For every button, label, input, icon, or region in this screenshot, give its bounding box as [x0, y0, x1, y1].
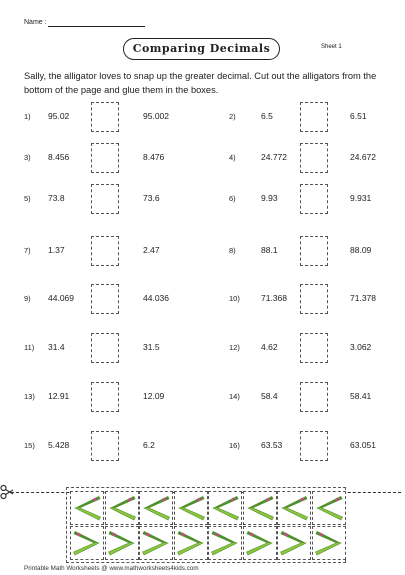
right-decimal: 31.5 [143, 342, 160, 352]
right-decimal: 95.002 [143, 111, 169, 121]
problem-number: 14) [229, 392, 240, 401]
alligator-cutout[interactable] [174, 491, 208, 525]
right-decimal: 88.09 [350, 245, 372, 255]
alligator-icon [106, 527, 138, 559]
left-decimal: 8.456 [48, 152, 70, 162]
answer-box[interactable] [300, 184, 328, 214]
alligator-cutout[interactable] [139, 526, 173, 560]
problem-number: 12) [229, 343, 240, 352]
problem-number: 1) [24, 112, 31, 121]
alligator-icon [278, 492, 310, 524]
alligator-cutout[interactable] [105, 491, 139, 525]
problem-number: 8) [229, 246, 236, 255]
problem-number: 10) [229, 294, 240, 303]
alligator-cutout[interactable] [208, 526, 242, 560]
problem-item [0, 382, 405, 424]
alligator-icon [244, 527, 276, 559]
sheet-label: Sheet 1 [321, 44, 342, 50]
alligator-icon [140, 492, 172, 524]
alligator-cutout[interactable] [312, 491, 346, 525]
alligator-icon [244, 492, 276, 524]
alligator-icon [278, 527, 310, 559]
problem-number: 3) [24, 153, 31, 162]
alligator-cutout[interactable] [208, 491, 242, 525]
alligator-icon [313, 492, 345, 524]
right-decimal: 44.036 [143, 293, 169, 303]
right-decimal: 12.09 [143, 391, 165, 401]
left-decimal: 24.772 [261, 152, 287, 162]
alligator-cutout[interactable] [277, 526, 311, 560]
alligator-cutout[interactable] [277, 491, 311, 525]
left-decimal: 58.4 [261, 391, 278, 401]
alligator-icon [71, 527, 103, 559]
name-label: Name : [24, 19, 47, 26]
problem-number: 2) [229, 112, 236, 121]
alligator-icon [209, 492, 241, 524]
left-decimal: 73.8 [48, 193, 65, 203]
problem-number: 4) [229, 153, 236, 162]
problem-item [0, 333, 405, 375]
left-decimal: 44.069 [48, 293, 74, 303]
left-decimal: 1.37 [48, 245, 65, 255]
answer-box[interactable] [300, 102, 328, 132]
alligator-cutout[interactable] [243, 491, 277, 525]
right-decimal: 8.476 [143, 152, 165, 162]
right-decimal: 2.47 [143, 245, 160, 255]
left-decimal: 4.62 [261, 342, 278, 352]
problem-number: 13) [24, 392, 35, 401]
right-decimal: 58.41 [350, 391, 372, 401]
left-decimal: 63.53 [261, 440, 283, 450]
right-decimal: 24.672 [350, 152, 376, 162]
alligator-icon [175, 527, 207, 559]
alligator-cutout[interactable] [70, 491, 104, 525]
left-decimal: 9.93 [261, 193, 278, 203]
alligator-cutout-strip [66, 487, 346, 563]
alligator-icon [209, 527, 241, 559]
answer-box[interactable] [300, 382, 328, 412]
alligator-icon [140, 527, 172, 559]
problem-number: 11) [24, 343, 35, 352]
left-decimal: 71.368 [261, 293, 287, 303]
alligator-icon [175, 492, 207, 524]
problem-item [0, 143, 405, 185]
answer-box[interactable] [300, 284, 328, 314]
footer: Printable Math Worksheets @ www.mathworksheets4kids.com [24, 565, 199, 572]
problem-item [0, 102, 405, 144]
answer-box[interactable] [300, 143, 328, 173]
alligator-cutout[interactable] [70, 526, 104, 560]
answer-box[interactable] [300, 333, 328, 363]
left-decimal: 95.02 [48, 111, 70, 121]
alligator-icon [71, 492, 103, 524]
right-decimal: 9.931 [350, 193, 372, 203]
alligator-cutout[interactable] [312, 526, 346, 560]
right-decimal: 6.2 [143, 440, 155, 450]
problem-number: 5) [24, 194, 31, 203]
problem-number: 6) [229, 194, 236, 203]
problem-number: 9) [24, 294, 31, 303]
answer-box[interactable] [300, 236, 328, 266]
alligator-cutout[interactable] [139, 491, 173, 525]
right-decimal: 71.378 [350, 293, 376, 303]
problem-item [0, 236, 405, 278]
left-decimal: 5.428 [48, 440, 70, 450]
alligator-cutout[interactable] [243, 526, 277, 560]
worksheet-title: Comparing Decimals [123, 38, 280, 60]
right-decimal: 6.51 [350, 111, 367, 121]
alligator-cutout[interactable] [105, 526, 139, 560]
left-decimal: 6.5 [261, 111, 273, 121]
left-decimal: 12.91 [48, 391, 70, 401]
problem-item [0, 184, 405, 226]
problem-number: 16) [229, 441, 240, 450]
right-decimal: 3.062 [350, 342, 372, 352]
name-line [48, 26, 145, 27]
right-decimal: 63.051 [350, 440, 376, 450]
left-decimal: 88.1 [261, 245, 278, 255]
problem-item [0, 284, 405, 326]
answer-box[interactable] [300, 431, 328, 461]
problem-item [0, 431, 405, 473]
alligator-cutout[interactable] [174, 526, 208, 560]
alligator-icon [106, 492, 138, 524]
right-decimal: 73.6 [143, 193, 160, 203]
instructions: Sally, the alligator loves to snap up the greater decimal. Cut out the alligators from the bottom of the page and glue them in the boxes. [24, 71, 377, 95]
left-decimal: 31.4 [48, 342, 65, 352]
problem-number: 7) [24, 246, 31, 255]
problem-number: 15) [24, 441, 35, 450]
alligator-icon [313, 527, 345, 559]
